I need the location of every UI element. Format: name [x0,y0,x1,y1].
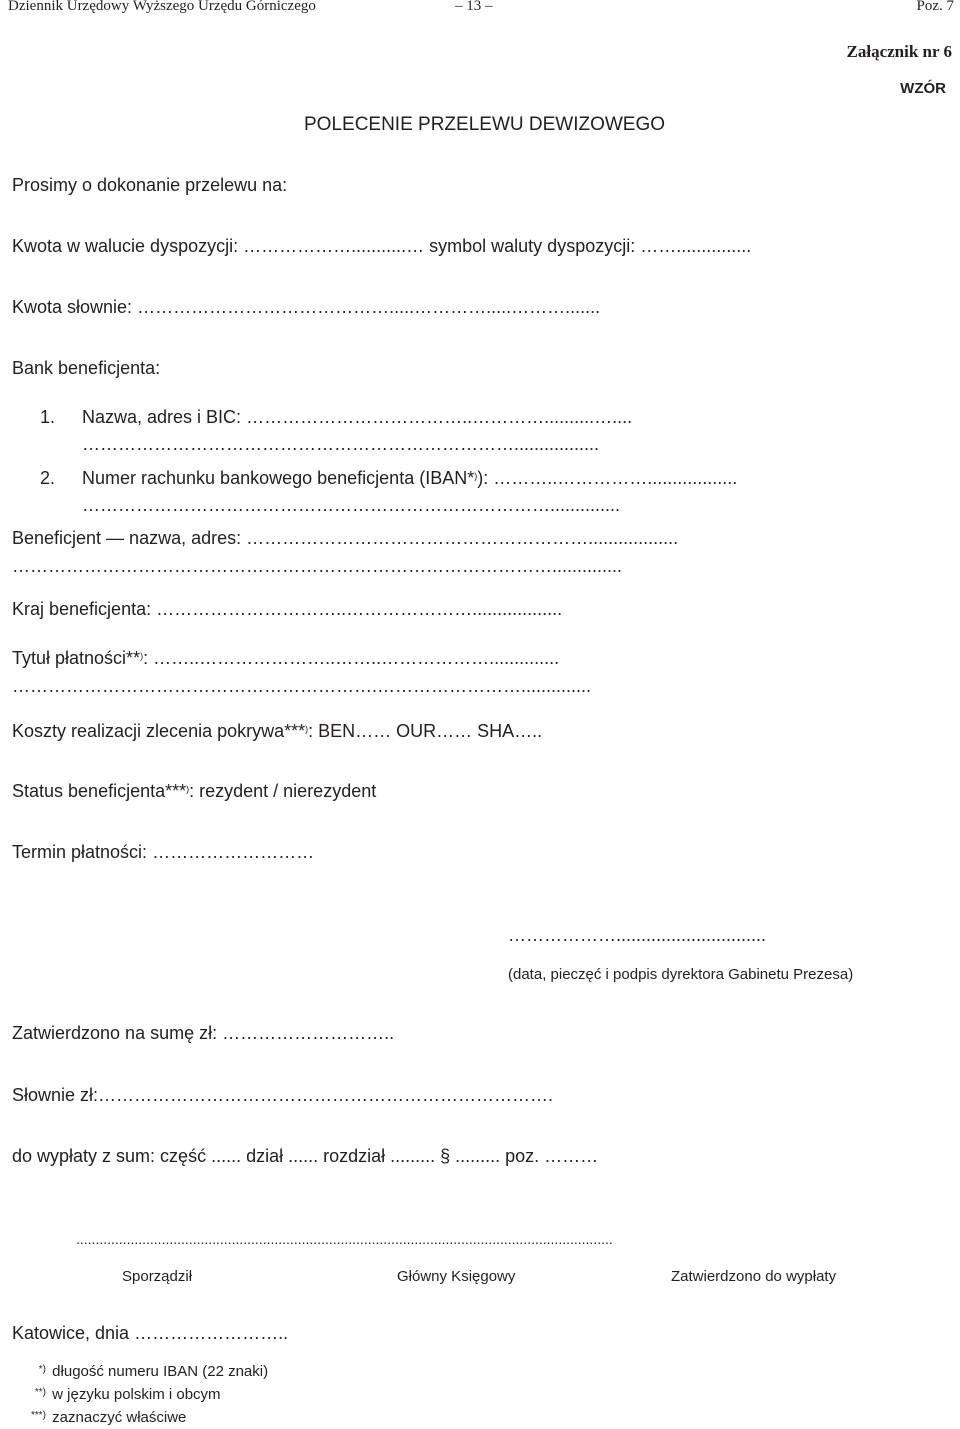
payment-title-field[interactable]: ……..…………………..……..……………….............. [153,648,560,668]
signature-prepared: Sporządził [122,1268,193,1285]
beneficiary-field-line2[interactable]: ……………………………………………………………………………….............. [12,556,623,576]
position-number: Poz. 7 [916,0,954,14]
bank-name-row [82,407,632,428]
account-number-field-line2[interactable]: …………………………………………………………………….............. [82,495,621,515]
intro-text: Prosimy o dokonanie przelewu na: [12,175,288,195]
approved-sum-field[interactable]: ……………………….. [222,1023,395,1043]
footnote-item [0,1363,268,1380]
country-row [12,599,562,620]
page-number: – 13 – [455,0,493,14]
footnote-item [0,1409,186,1426]
amount-row [12,236,751,257]
place-date-label: Katowice, dnia [12,1323,130,1343]
template-label: WZÓR [900,80,946,97]
journal-title: Dziennik Urzędowy Wyższego Urzędu Górniczego [8,0,316,14]
words-field[interactable]: …………………………………………………………………. [98,1085,554,1105]
amount-label: Kwota w walucie dyspozycji: [12,236,239,256]
deadline-field[interactable]: ……………………… [152,842,315,862]
approved-sum-label: Zatwierdzono na sumę zł: [12,1023,218,1043]
bank-label: Bank beneficjenta: [12,358,161,378]
footnote-marker: ) [186,784,190,795]
country-label: Kraj beneficjenta: [12,599,152,619]
footnote-text: w języku polskim i obcym [52,1386,221,1403]
footnote-mark: *) [38,1363,46,1375]
account-number-field[interactable]: ………..…………….................. [493,468,738,488]
amount-words-row [12,297,600,318]
account-number-label: Numer rachunku bankowego beneficjenta (IBAN* [82,468,475,488]
words-row [12,1085,553,1106]
status-label: Status beneficjenta*** [12,781,187,801]
director-signature-caption: (data, pieczęć i podpis dyrektora Gabinetu Prezesa) [508,966,854,983]
bank-name-label: Nazwa, adres i BIC: [82,407,242,427]
footnote-item [0,1386,221,1403]
place-date-field[interactable]: …………………….. [134,1323,289,1343]
deadline-label: Termin płatności: [12,842,148,862]
payout-row[interactable]: do wypłaty z sum: część ...... dział ...... rozdział ......... § ......... poz. ……… [12,1146,599,1166]
payment-title-label: Tytuł płatności** [12,648,141,668]
deadline-row [12,842,314,863]
signature-approved-payout: Zatwierdzono do wypłaty [671,1268,837,1285]
form-title: POLECENIE PRZELEWU DEWIZOWEGO [304,114,666,135]
country-field[interactable]: …………………………..………………….................. [156,599,563,619]
payment-title-row [12,648,559,669]
beneficiary-row [12,528,678,549]
currency-field[interactable]: ……............... [640,236,752,256]
footnote-mark: **) [34,1386,46,1398]
place-date-row [12,1323,288,1344]
amount-words-label: Kwota słownie: [12,297,133,317]
signatures-line[interactable]: .......................................................................................................................................... [76,1231,613,1247]
approved-sum-row [12,1023,394,1044]
costs-options[interactable]: : BEN…… OUR…… SHA….. [308,721,543,741]
words-label: Słownie zł: [12,1085,99,1105]
currency-label: symbol waluty dyspozycji: [429,236,636,256]
amount-words-field[interactable]: …………………………………….....………….....………....... [137,297,601,317]
bank-name-field-line2[interactable]: ………………………………………………………………................. [82,434,600,454]
account-number-row [82,468,737,489]
costs-row [12,721,542,742]
annex-label: Załącznik nr 6 [846,42,952,61]
footnote-marker: ) [474,471,478,482]
signature-chief-accountant: Główny Księgowy [397,1268,516,1285]
status-options[interactable]: : rezydent / nierezydent [189,781,377,801]
footnote-text: długość numeru IBAN (22 znaki) [52,1363,269,1380]
amount-field[interactable]: ………………...........… [243,236,425,256]
footnote-mark: ***) [30,1409,46,1421]
account-number-number: 2. [40,468,56,488]
beneficiary-label: Beneficjent — nazwa, adres: [12,528,242,548]
status-row [12,781,376,802]
bank-name-number: 1. [40,407,56,427]
footnote-marker: ) [305,724,309,735]
footnote-text: zaznaczyć właściwe [52,1409,187,1426]
payment-title-field-line2[interactable]: …………………………………………………….…………………….............. [12,676,592,696]
bank-name-field[interactable]: ………………………………..…………..........….... [246,407,633,427]
footnote-marker: ) [140,651,144,662]
payment-title-colon: : [143,648,149,668]
account-number-colon: ): [477,468,489,488]
beneficiary-field[interactable]: ………………………………………………….................. [246,528,679,548]
director-signature-field[interactable]: ……………….............................. [508,925,767,945]
costs-label: Koszty realizacji zlecenia pokrywa*** [12,721,306,741]
